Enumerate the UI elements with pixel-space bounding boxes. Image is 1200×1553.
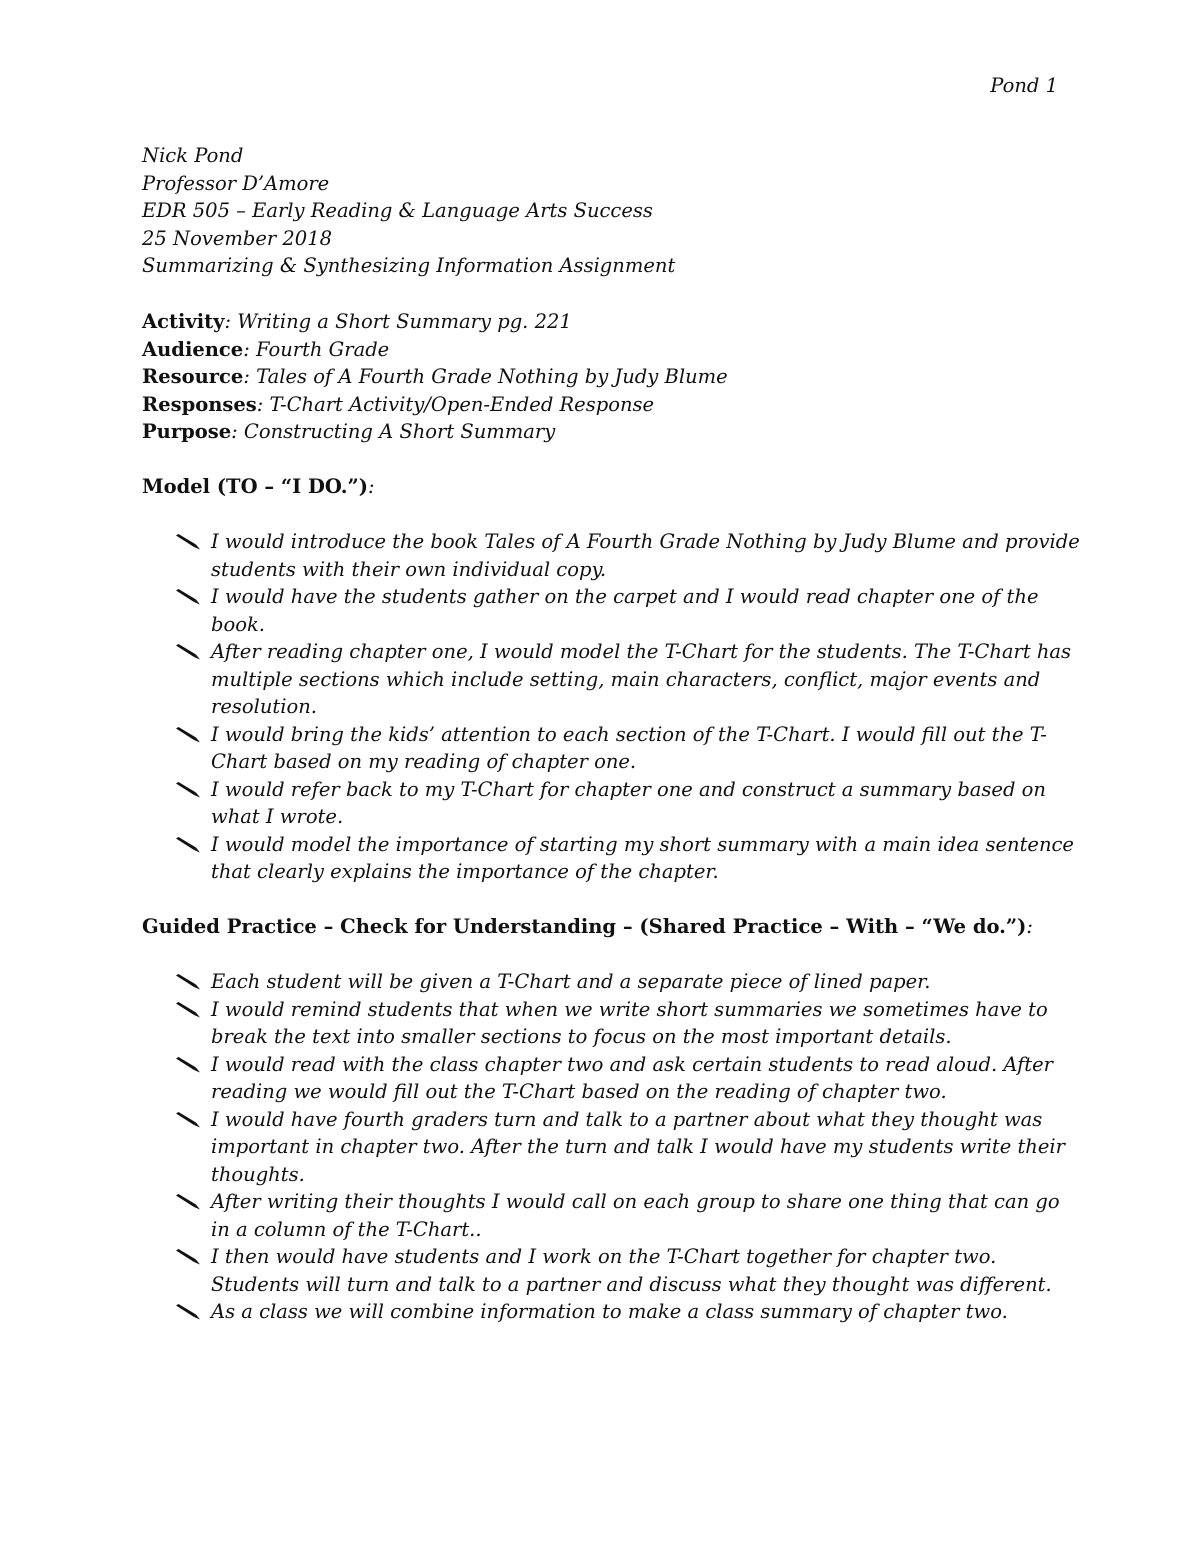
lesson-meta	[142, 308, 1062, 446]
bullet-text-line: book.	[211, 612, 265, 636]
model-section-title	[142, 473, 375, 501]
bullet-item	[175, 721, 1065, 776]
mla-heading	[142, 142, 1062, 280]
pencil-icon	[175, 1304, 201, 1320]
model-bullet-list	[175, 528, 1080, 886]
bullet-text-line: multiple sections which include setting, main characters, conflict, major events and	[211, 667, 1041, 691]
pencil-icon	[175, 1194, 201, 1210]
bullet-text-line: I would remind students that when we write short summaries we sometimes have to	[211, 997, 1048, 1021]
bullet-item	[175, 1298, 1065, 1326]
meta-resource	[142, 363, 1062, 391]
meta-value: : Fourth Grade	[243, 337, 390, 361]
pencil-icon	[175, 1249, 201, 1265]
bullet-item	[175, 528, 1080, 583]
bullet-text-line: Students will turn and talk to a partner and discuss what they thought was different.	[211, 1272, 1052, 1296]
bullet-item	[175, 1051, 1065, 1106]
pencil-icon	[175, 974, 201, 990]
bullet-item	[175, 583, 1065, 638]
guided-title-colon: :	[1026, 915, 1033, 938]
meta-key: Resource	[142, 365, 244, 388]
meta-value: : T-Chart Activity/Open-Ended Response	[256, 392, 655, 416]
bullet-item	[175, 968, 1065, 996]
pencil-icon	[175, 837, 201, 853]
course-name: EDR 505 – Early Reading & Language Arts Success	[142, 199, 653, 222]
bullet-text-line: in a column of the T-Chart..	[211, 1217, 482, 1241]
pencil-icon	[175, 644, 201, 660]
bullet-text-line: I would model the importance of starting my short summary with a main idea sentence	[211, 832, 1074, 856]
pencil-icon	[175, 1112, 201, 1128]
model-title-text: Model (TO – “I DO.”)	[142, 475, 368, 498]
student-name: Nick Pond	[142, 144, 244, 167]
meta-key: Audience	[142, 337, 244, 361]
pencil-icon	[175, 589, 201, 605]
assignment-title: Summarizing & Synthesizing Information Assignment	[142, 254, 676, 277]
bullet-item	[175, 1106, 1065, 1189]
meta-activity	[142, 308, 1062, 336]
document-date: 25 November 2018	[142, 226, 333, 250]
guided-section-title	[142, 913, 1033, 941]
bullet-text-line: Each student will be given a T-Chart and a separate piece of lined paper.	[211, 970, 931, 993]
bullet-text-line: break the text into smaller sections to focus on the most important details.	[211, 1025, 952, 1048]
bullet-text-line: I would read with the class chapter two and ask certain students to read aloud. After	[211, 1052, 1053, 1076]
bullet-text-line: I would have the students gather on the carpet and I would read chapter one of the	[211, 585, 1039, 608]
bullet-text-line: I would introduce the book Tales of A Fourth Grade Nothing by Judy Blume and provide	[211, 530, 1080, 553]
bullet-item	[175, 831, 1074, 886]
meta-purpose	[142, 418, 1062, 446]
bullet-text-line: I would bring the kids’ attention to each section of the T-Chart. I would fill out the T-	[211, 722, 1047, 746]
bullet-item	[175, 1188, 1065, 1243]
bullet-item	[175, 1243, 1065, 1298]
guided-title-text: Guided Practice – Check for Understanding – (Shared Practice – With – “We do.”)	[142, 915, 1027, 938]
bullet-text-line: what I wrote.	[211, 805, 344, 828]
meta-value: : Tales of A Fourth Grade Nothing by Judy Blume	[243, 365, 728, 388]
bullet-text-line: After writing their thoughts I would call on each group to share one thing that can go	[211, 1190, 1060, 1213]
page-number-header: Pond 1	[990, 74, 1058, 97]
bullet-item	[175, 638, 1072, 721]
meta-key: Responses	[142, 392, 257, 416]
bullet-text-line: After reading chapter one, I would model the T-Chart for the students. The T-Chart has	[211, 640, 1072, 663]
meta-key: Activity	[142, 310, 225, 333]
bullet-text-line: As a class we will combine information to make a class summary of chapter two.	[211, 1300, 1008, 1323]
meta-key: Purpose	[142, 420, 232, 443]
bullet-text-line: that clearly explains the importance of the chapter.	[211, 860, 719, 883]
model-title-colon: :	[368, 475, 375, 498]
bullet-text-line: thoughts.	[211, 1162, 305, 1186]
bullet-text-line: reading we would fill out the T-Chart based on the reading of chapter two.	[211, 1080, 947, 1103]
bullet-text-line: I then would have students and I work on the T-Chart together for chapter two.	[211, 1245, 997, 1268]
bullet-text-line: Chart based on my reading of chapter one.	[211, 750, 637, 773]
pencil-icon	[175, 1002, 201, 1018]
bullet-text-line: I would refer back to my T-Chart for chapter one and construct a summary based on	[211, 777, 1046, 801]
meta-audience	[142, 336, 1062, 364]
bullet-text-line: resolution.	[211, 695, 317, 718]
meta-value: : Writing a Short Summary pg. 221	[224, 310, 572, 333]
pencil-icon	[175, 782, 201, 798]
bullet-text-line: important in chapter two. After the turn and talk I would have my students write their	[211, 1135, 1065, 1158]
bullet-text-line: students with their own individual copy.	[211, 557, 607, 581]
guided-bullet-list	[175, 968, 1065, 1326]
bullet-item	[175, 776, 1065, 831]
bullet-text-line: I would have fourth graders turn and talk to a partner about what they thought was	[211, 1107, 1043, 1131]
pencil-icon	[175, 1057, 201, 1073]
meta-value: : Constructing A Short Summary	[231, 420, 556, 443]
pencil-icon	[175, 534, 201, 550]
bullet-item	[175, 996, 1065, 1051]
pencil-icon	[175, 727, 201, 743]
meta-responses	[142, 391, 1062, 419]
professor-name: Professor D’Amore	[142, 171, 330, 195]
